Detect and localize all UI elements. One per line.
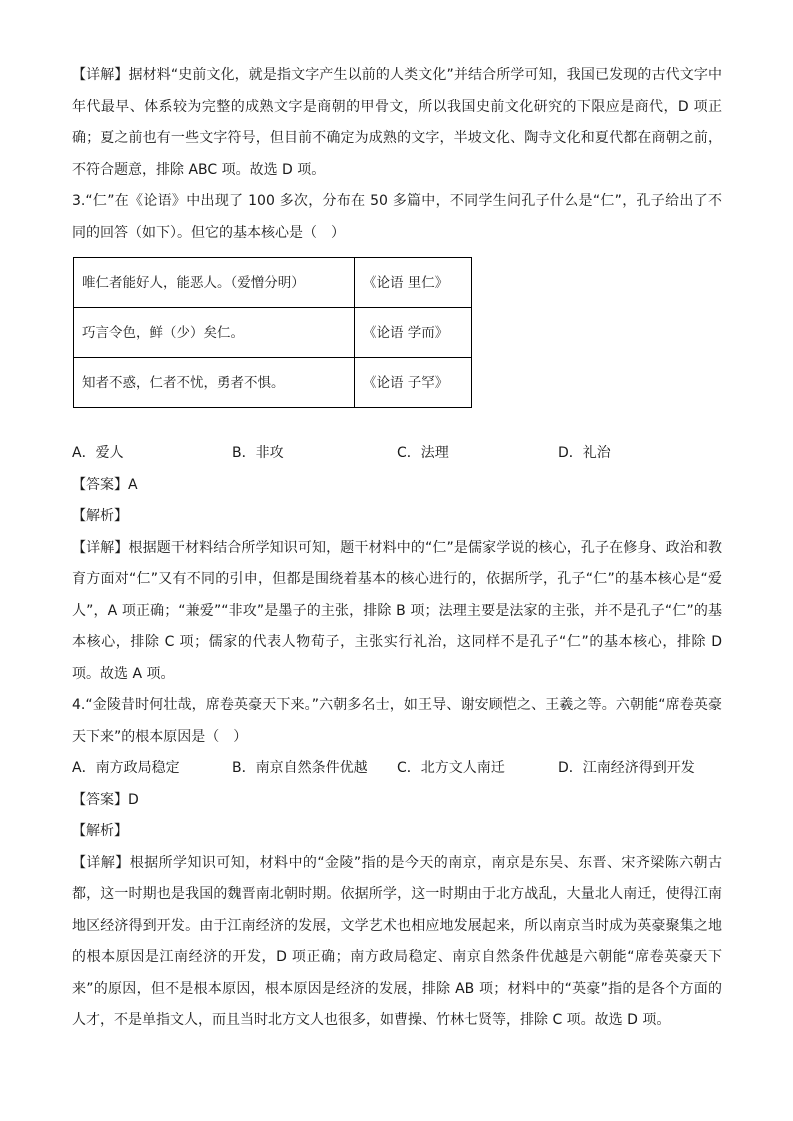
q4-option-a: A．南方政局稳定 [72,760,180,776]
q3-answer: 【答案】A [72,476,138,493]
q3-analysis-label: 【解析】 [72,508,128,524]
q3-option-d: D．礼治 [558,445,611,461]
table-row [74,258,472,308]
q3-option-c: C．法理 [397,445,449,461]
q4-answer: 【答案】D [72,791,139,808]
table-row [74,308,472,358]
table-quote: 巧言令色，鲜（少）矣仁。 [74,308,355,358]
q3-stem: 3.“仁”在《论语》中出现了 100 多次，分布在 50 多篇中，不同学生问孔子什么是“仁”，孔子给出了不同的回答（如下）。但它的基本核心是（ ） [72,193,722,241]
q3-options [72,438,722,470]
q4-stem: 4.“金陵昔时何壮哉，席卷英豪天下来。”六朝多名士，如王导、谢安顾恺之、王羲之等。六朝能“席卷英豪天下来”的根本原因是（ ） [72,697,722,745]
prev-explanation: 【详解】据材料“史前文化，就是指文字产生以前的人类文化”并结合所学可知，我国已发现的古代文字中年代最早、体系较为完整的成熟文字是商朝的甲骨文，所以我国史前文化研究的下限应是商代，D 项正确；夏之前也有一些文字符号，但目前不确定为成熟的文字，半坡文化、陶寺文化和夏代都在商朝之前，不符合题意，排除 ABC 项。故选 D 项。 [72,67,722,178]
table-quote: 知者不惑，仁者不忧，勇者不惧。 [74,358,355,408]
q3-explanation: 【详解】根据题干材料结合所学知识可知，题干材料中的“仁”是儒家学说的核心，孔子在修身、政治和教育方面对“仁”又有不同的引申，但都是围绕着基本的核心进行的，依据所学，孔子“仁”的基本核心是“爱人”，A 项正确；“兼爱”“非攻”是墨子的主张，排除 B 项；法理主要是法家的主张，并不是孔子“仁”的基本核心，排除 C 项；儒家的代表人物荀子，主张实行礼治，这同样不是孔子“仁”的基本核心，排除 D 项。故选 A 项。 [72,539,722,682]
q4-option-d: D．江南经济得到开发 [558,760,695,776]
q4-explanation: 【详解】根据所学知识可知，材料中的“金陵”指的是今天的南京，南京是东吴、东晋、宋齐梁陈六朝古都，这一时期也是我国的魏晋南北朝时期。依据所学，这一时期由于北方战乱，大量北人南迁，使得江南地区经济得到开发。由于江南经济的发展，文学艺术也相应地发展起来，所以南京当时成为英豪聚集之地的根本原因是江南经济的开发，D 项正确；南方政局稳定、南京自然条件优越是六朝能“席卷英豪天下来”的原因，但不是根本原因，根本原因是经济的发展，排除 AB 项；材料中的“英豪”指的是各个方面的人才，不是单指文人，而且当时北方文人也很多，如曹操、竹林七贤等，排除 C 项。故选 D 项。 [72,854,722,1028]
document-page [72,60,722,1037]
q3-option-b: B．非攻 [232,445,284,461]
q4-options [72,753,722,785]
table-source: 《论语 学而》 [355,308,472,358]
table-row [74,358,472,408]
q4-option-c: C．北方文人南迁 [397,760,505,776]
q4-analysis-label: 【解析】 [72,823,128,839]
q3-table [73,257,472,408]
q3-option-a: A．爱人 [72,445,124,461]
table-quote: 唯仁者能好人，能恶人。（爱憎分明） [74,258,355,308]
table-source: 《论语 子罕》 [355,358,472,408]
q4-option-b: B．南京自然条件优越 [232,760,368,776]
table-source: 《论语 里仁》 [355,258,472,308]
